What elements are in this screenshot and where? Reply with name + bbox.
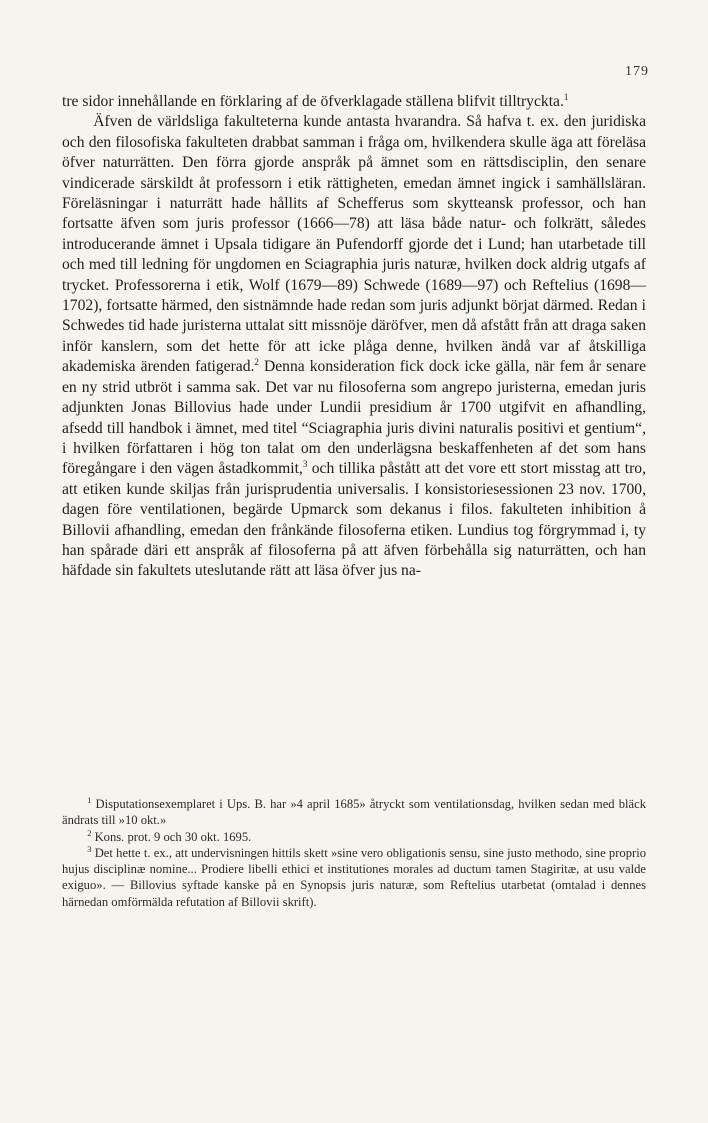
- footnote-1-mark: 1: [87, 794, 92, 805]
- paragraph-2-text-a: Äfven de världsliga fakulteterna kunde antasta hvarandra. Så hafva t. ex. den juridiska och den filosofiska fakulteten drabbat samman i fråga om, hvilkendera skulle äga att föreläsa öfver naturrätten. Den förra gjorde anspråk på ämnet som en rättsdisciplin, den senare vindicerade särskildt åt professorn i etik rättigheten, emedan ämnet ingick i samhällsläran. Föreläsningar i naturrätt hade hållits af Schefferus som skytteansk professor, och han fortsatte äfven som juris professor (1666—78) att läsa både natur- och folkrätt, således introducerande ämnet i Upsala tidigare än Pufendorff gjorde det i Lund; han utarbetade till och med till ledning för ungdomen en Sciagraphia juris naturæ, hvilken dock aldrig utgafs af trycket. Professorerna i etik, Wolf (1679—89) Schwede (1689—97) och Reftelius (1698—1702), fortsatte härmed, den sistnämnde hade redan som juris adjunkt börjat därmed. Redan i Schwedes tid hade juristerna uttalat sitt missnöje däröfver, men då afstått från att draga saken inför kanslern, som det hette för att icke plåga denne, hvilken ändå var af åtskilliga akademiska ärenden fatigerad.: [62, 113, 646, 376]
- footnote-3-mark: 3: [87, 843, 92, 854]
- footnote-1: [62, 796, 646, 829]
- paragraph-2-text-b: Denna konsideration fick dock icke gälla, när fem år senare en ny strid utbröt i samma sak. Det var nu filosoferna som angrepo juristerna, emedan juris adjunkten Jonas Billovius hade under Lundii presidium år 1700 utgifvit en afhandling, afsedd till handbok i ämnet, med titel “Sciagraphia juris divini naturalis positivi et gentium“, i hvilken författaren i hög ton talat om den underlägsna beskaffenheten af det som hans föregångare i den vägen åstadkommit,: [62, 358, 646, 478]
- page-number: 179: [625, 64, 649, 79]
- paragraph-2: [62, 112, 646, 581]
- paragraph-1: [62, 92, 646, 112]
- paragraph-1-text: tre sidor innehållande en förklaring af de öfverklagade ställena blifvit tilltryckta.: [62, 93, 564, 110]
- footnote-2-mark: 2: [87, 827, 92, 838]
- footnote-3: [62, 845, 646, 910]
- footnote-2: [62, 829, 646, 845]
- footnote-ref-1: 1: [563, 91, 569, 102]
- main-text: [62, 92, 646, 582]
- footnote-2-text: Kons. prot. 9 och 30 okt. 1695.: [91, 829, 252, 844]
- footnote-1-text: Disputationsexemplaret i Ups. B. har »4 april 1685» åtryckt som ventilationsdag, hvilken sedan med bläck ändrats till »10 okt.»: [62, 797, 646, 828]
- footnote-ref-2: 2: [254, 357, 259, 368]
- footnote-ref-3: 3: [302, 459, 308, 470]
- footnotes: [62, 796, 646, 910]
- paragraph-2-text-c: och tillika påstått att det vore ett stort misstag att tro, att etiken kunde skiljas från jurisprudentia universalis. I konsistoriesessionen 23 nov. 1700, dagen före ventilationen, begärde Upmarck som dekanus i filos. fakulteten inhibition å Billovii afhandling, emedan den frånkände filosoferna etiken. Lundius tog förgrymmad i, ty han spårade däri ett anspråk af filosoferna på att äfven förbehålla sig naturrätten, och han häfdade sin fakultets uteslutande rätt att läsa öfver jus na-: [62, 460, 647, 580]
- footnote-3-text: Det hette t. ex., att undervisningen hittils skett »sine vero obligationis sensu, sine justo methodo, sine proprio hujus disciplinæ nomine... Prodiere libelli ethici et institutiones morales ad ductum tamen Stagiritæ, at usu valde exiguo». — Billovius syftade kanske på en Synopsis juris naturæ, som Reftelius utarbetat (omtalad i dennes härnedan omförmälda refutation af Billovii skrift).: [62, 845, 646, 909]
